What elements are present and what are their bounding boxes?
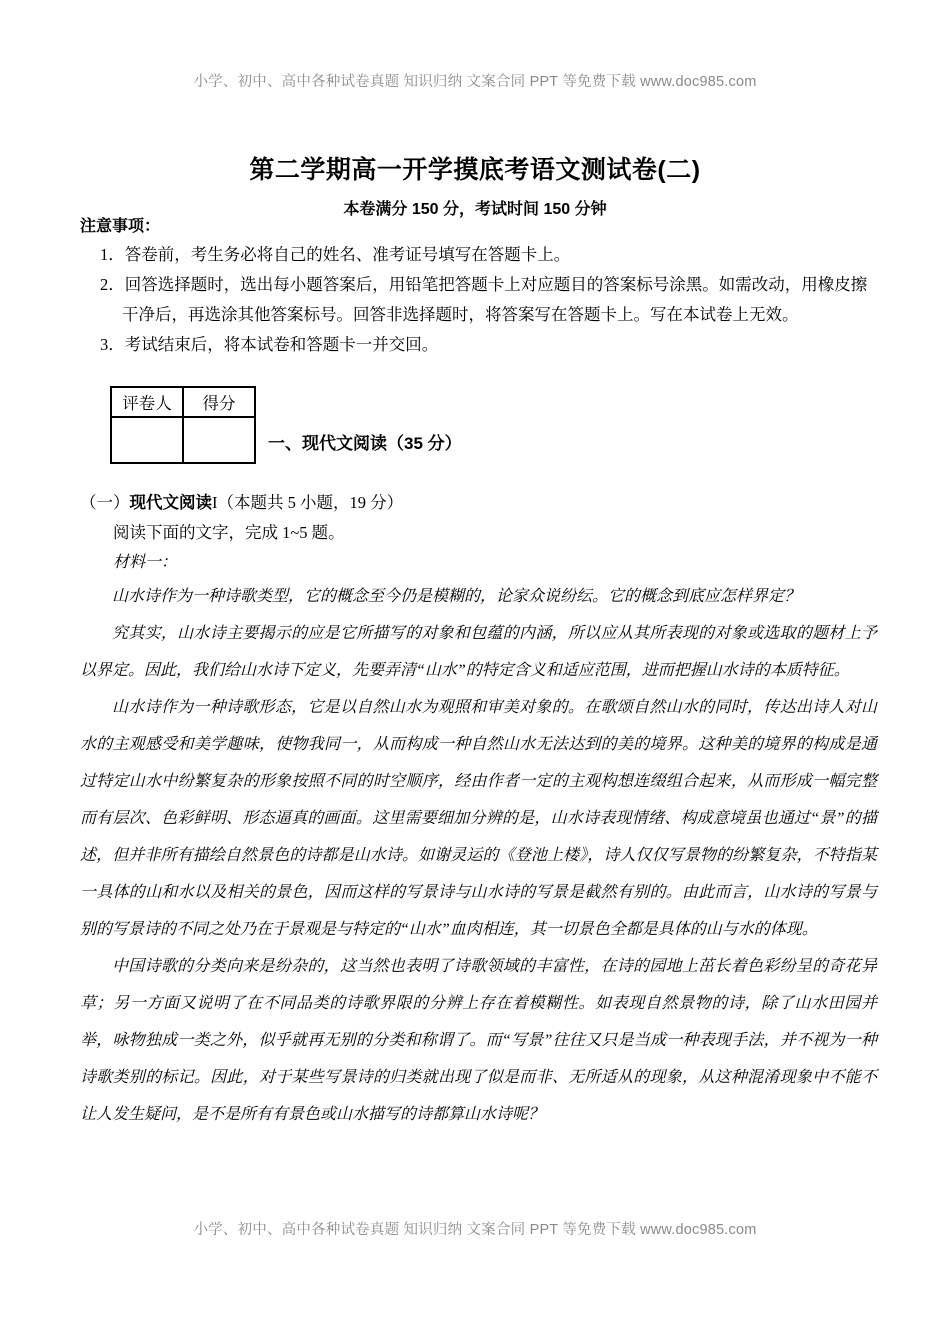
reading-instruction: 阅读下面的文字，完成 1~5 题。 [113,523,345,542]
passage-paragraph: 山水诗作为一种诗歌类型，它的概念至今仍是模糊的，论家众说纷纭。它的概念到底应怎样界定？ [112,588,801,605]
score-table-header-score: 得分 [183,387,255,417]
sub-heading-suffix: I（本题共 5 小题，19 分） [212,493,404,512]
notice-label: 注意事项： [80,218,161,235]
material-label: 材料一： [113,554,178,571]
table-row [111,387,255,417]
notice-list [80,240,880,360]
score-table-header-grader: 评卷人 [111,387,183,417]
reading-section-header [80,488,876,578]
passage-paragraph: 中国诗歌的分类向来是纷杂的，这当然也表明了诗歌领域的丰富性，在诗的园地上茁长着色彩纷呈的奇花异草；另一方面又说明了在不同品类的诗歌界限的分辨上存在着模糊性。如表现自然景物的诗，除了山水田园并举，咏物独成一类之外，似乎就再无别的分类和称谓了。而“写景”往往又只是当成一种表现手法，并不视为一种诗歌类别的标记。因此，对于某些写景诗的归类就出现了似是而非、无所适从的现象，从这种混淆现象中不能不让人发生疑问，是不是所有有景色或山水描写的诗都算山水诗呢？ [80,958,877,1123]
sub-heading [80,488,876,518]
notice-block [80,214,880,360]
notice-item: 2．回答选择题时，选出每小题答案后，用铅笔把答题卡上对应题目的答案标号涂黑。如需改动，用橡皮擦干净后，再选涂其他答案标号。回答非选择题时，将答案写在答题卡上。写在本试卷上无效。 [100,275,868,324]
notice-item: 1．答卷前，考生务必将自己的姓名、准考证号填写在答题卡上。 [100,245,571,264]
passage-paragraph: 山水诗作为一种诗歌形态，它是以自然山水为观照和审美对象的。在歌颂自然山水的同时，传达出诗人对山水的主观感受和美学趣味，使物我同一，从而构成一种自然山水无法达到的美的境界。这种美的境界的构成是通过特定山水中纷繁复杂的形象按照不同的时空顺序，经由作者一定的主观构想连缀组合起来，从而形成一幅完整而有层次、色彩鲜明、形态逼真的画面。这里需要细加分辨的是，山水诗表现情绪、构成意境虽也通过“景”的描述，但并非所有描绘自然景色的诗都是山水诗。如谢灵运的《登池上楼》，诗人仅仅写景物的纷繁复杂，不特指某一具体的山和水以及相关的景色，因而这样的写景诗与山水诗的写景是截然有别的。由此而言，山水诗的写景与别的写景诗的不同之处乃在于景观是与特定的“山水”血肉相连，其一切景色全都是具体的山与水的体现。 [80,699,877,938]
page-title: 第二学期高一开学摸底考语文测试卷(二) [249,156,701,184]
page-subtitle: 本卷满分 150 分，考试时间 150 分钟 [343,201,607,218]
sub-heading-bold: 现代文阅读 [129,494,212,512]
watermark-top: 小学、初中、高中各种试卷真题 知识归纳 文案合同 PPT 等免费下载 www.doc985.com [193,74,757,90]
section-heading-modern-reading: 一、现代文阅读（35 分） [268,434,462,453]
score-table-cell-grader[interactable] [111,417,183,463]
score-table [110,386,256,464]
passage-paragraph: 究其实，山水诗主要揭示的应是它所描写的对象和包蕴的内涵，所以应从其所表现的对象或选取的题材上予以界定。因此，我们给山水诗下定义，先要弄清“山水”的特定含义和适应范围，进而把握山水诗的本质特征。 [80,625,877,679]
watermark-bottom: 小学、初中、高中各种试卷真题 知识归纳 文案合同 PPT 等免费下载 www.doc985.com [193,1222,757,1238]
score-table-row [110,386,462,464]
notice-item: 3．考试结束后，将本试卷和答题卡一并交回。 [100,335,439,354]
passage-body [80,578,877,1133]
sub-heading-prefix: （一） [80,493,130,512]
table-row [111,417,255,463]
score-table-cell-score[interactable] [183,417,255,463]
